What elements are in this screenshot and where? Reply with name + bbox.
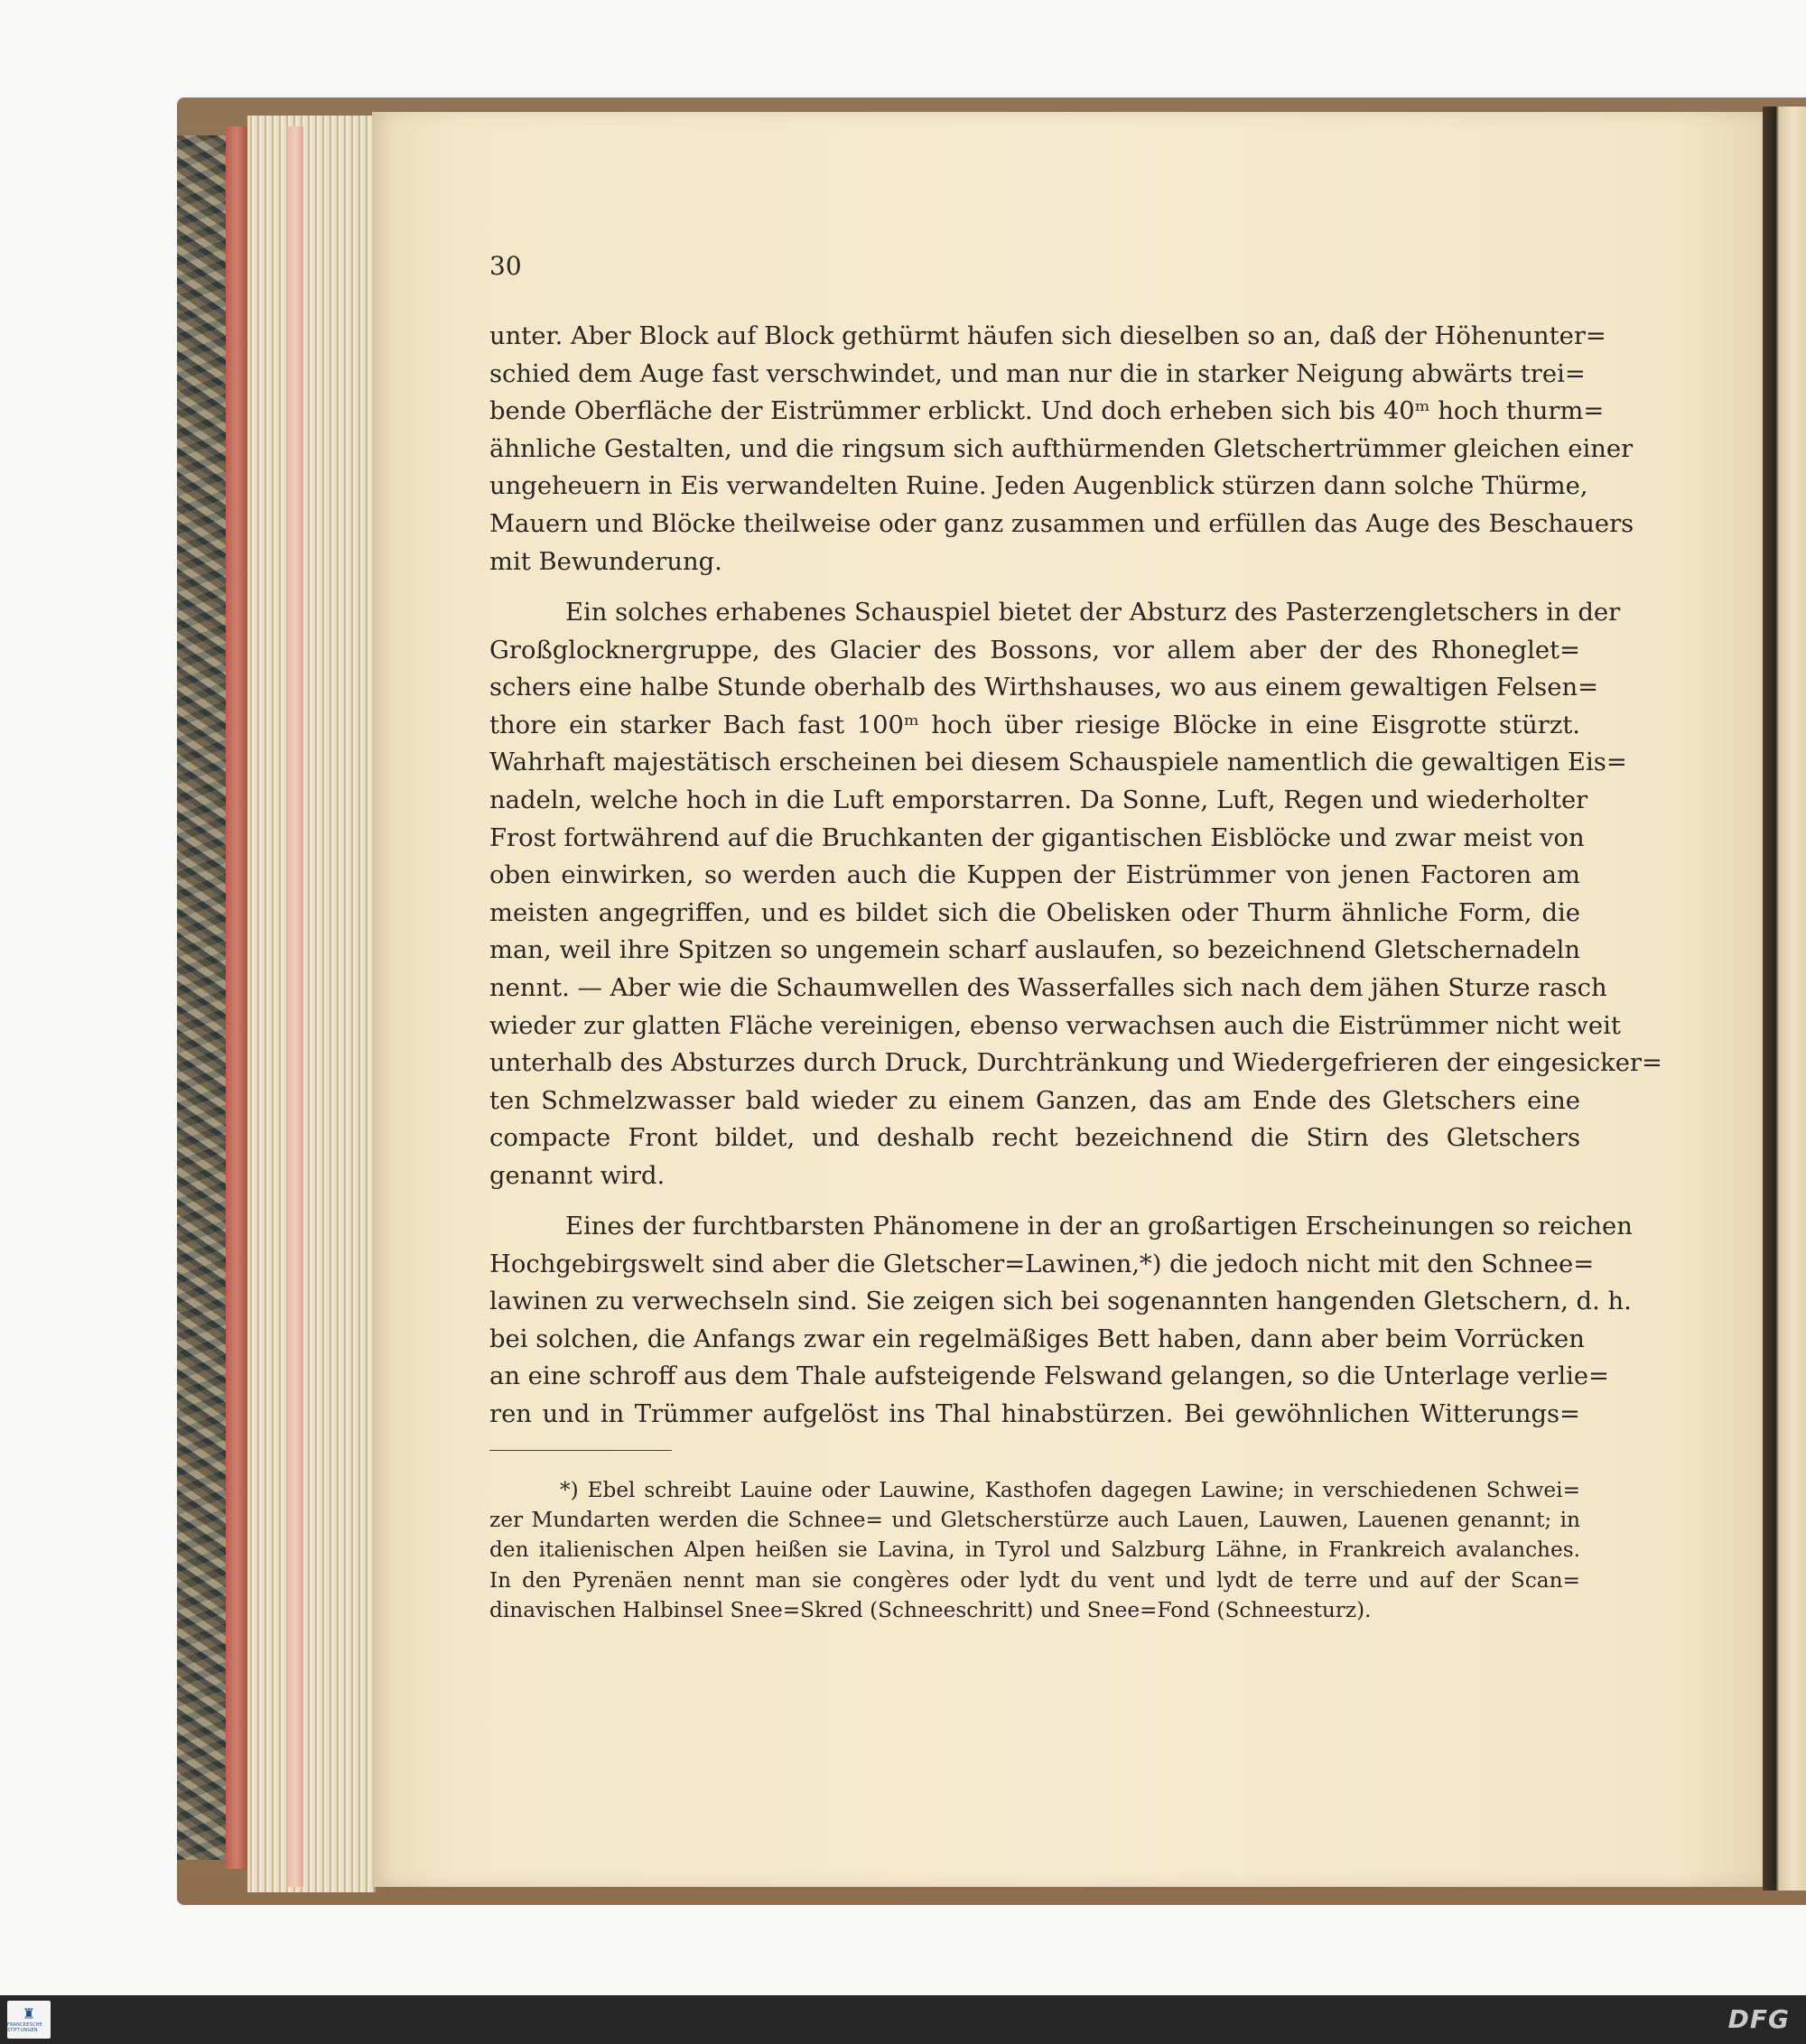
text-line: ren und in Trümmer aufgelöst ins Thal hinabstürzen. Bei gewöhnlichen Witterungs= [489,1399,1580,1428]
text-line: Hochgebirgswelt sind aber die Gletscher=Lawinen,*) die jedoch nicht mit den Schnee= [489,1250,1595,1278]
viewer-footer-bar [0,1995,1806,2044]
text-line: bei solchen, die Anfangs zwar ein regelmäßiges Bett haben, dann aber beim Vorrücken [489,1324,1585,1353]
text-line: Frost fortwährend auf die Bruchkanten der gigantischen Eisblöcke und zwar meist von [489,823,1585,852]
text-line: unterhalb des Absturzes durch Druck, Durchtränkung und Wiedergefrieren der eingesicker= [489,1049,1662,1078]
text-line: man, weil ihre Spitzen so ungemein scharf auslaufen, so bezeichnend Gletschernadeln [489,936,1580,965]
text-line: Mauern und Blöcke theilweise oder ganz zusammen und erfüllen das Auge des Beschauers [489,509,1634,538]
footnote-line: dinavischen Halbinsel Snee=Skred (Schneeschritt) und Snee=Fond (Schneesturz). [489,1597,1372,1622]
footnote [489,1475,1580,1625]
franckesche-stiftungen-logo-icon[interactable] [7,2001,51,2039]
book-gutter [1763,107,1806,1891]
institution-emblem-icon: ♜ [22,2005,36,2022]
page-block-edge [247,116,376,1892]
footnote-line: den italienischen Alpen heißen sie Lavina, in Tyrol und Salzburg Lähne, in Frankreich avalanches. [489,1538,1580,1563]
text-line: an eine schroff aus dem Thale aufsteigende Felswand gelangen, so die Unterlage verlie= [489,1362,1610,1391]
text-line: ten Schmelzwasser bald wieder zu einem Ganzen, das am Ende des Gletschers eine [489,1086,1580,1115]
text-line: lawinen zu verwechseln sind. Sie zeigen sich bei sogenannten hangenden Gletschern, d. h. [489,1287,1632,1316]
text-line: schied dem Auge fast verschwindet, und man nur die in starker Neigung abwärts trei= [489,359,1586,388]
text-line: meisten angegriffen, und es bildet sich die Obelisken oder Thurm ähnliche Form, die [489,898,1580,927]
footnote-divider [489,1450,672,1451]
text-line: Eines der furchtbarsten Phänomene in der an großartigen Erscheinungen so reichen [565,1212,1633,1240]
text-line: thore ein starker Bach fast 100ᵐ hoch über riesige Blöcke in eine Eisgrotte stürzt. [489,711,1580,739]
text-line: wieder zur glatten Fläche vereinigen, ebenso verwachsen auch die Eistrümmer nicht weit [489,1011,1621,1040]
footnote-line: In den Pyrenäen nennt man sie congères oder lydt du vent und lydt de terre und auf der Scan= [489,1567,1580,1593]
footnote-line: zer Mundarten werden die Schnee= und Gletscherstürze auch Lauen, Lauwen, Lauenen genannt; in [489,1508,1580,1533]
text-line: nennt. — Aber wie die Schaumwellen des Wasserfalles sich nach dem jähen Sturze rasch [489,973,1607,1002]
pink-page-edge [287,126,303,1887]
text-line: ungeheuern in Eis verwandelten Ruine. Jeden Augenblick stürzen dann solche Thürme, [489,472,1588,501]
marbled-edge [177,135,233,1860]
text-line: Wahrhaft majestätisch erscheinen bei diesem Schauspiele namentlich die gewaltigen Eis= [489,748,1627,777]
text-line: Großglocknergruppe, des Glacier des Bossons, vor allem aber der des Rhoneglet= [489,636,1580,664]
text-line: nadeln, welche hoch in die Luft emporstarren. Da Sonne, Luft, Regen und wiederholter [489,785,1588,814]
text-line: oben einwirken, so werden auch die Kuppen der Eistrümmer von jenen Factoren am [489,861,1580,890]
text-line: compacte Front bildet, und deshalb recht bezeichnend die Stirn des Gletschers [489,1124,1580,1153]
footnote-line: *) Ebel schreibt Lauine oder Lauwine, Kasthofen dagegen Lawine; in verschiedenen Schwei= [560,1478,1580,1502]
paragraph-3 [489,1208,1633,1434]
page-number: 30 [489,251,522,281]
dfg-logo-icon[interactable]: DFG [1727,2004,1790,2034]
paragraph-2 [489,594,1662,1195]
text-line: schers eine halbe Stunde oberhalb des Wirthshauses, wo aus einem gewaltigen Felsen= [489,674,1599,702]
institution-logo-text: FRANCKESCHE STIFTUNGEN [7,2022,43,2033]
text-line: unter. Aber Block auf Block gethürmt häufen sich dieselben so an, daß der Höhenunter= [489,322,1606,350]
paragraph-1 [489,318,1634,581]
text-line: ähnliche Gestalten, und die ringsum sich aufthürmenden Gletschertrümmer gleichen einer [489,434,1634,463]
red-page-edge [226,126,247,1869]
text-line: mit Bewunderung. [489,547,722,576]
text-line: genannt wird. [489,1161,666,1190]
text-line: bende Oberfläche der Eistrümmer erblickt. Und doch erheben sich bis 40ᵐ hoch thurm= [489,397,1605,426]
text-line: Ein solches erhabenes Schauspiel bietet der Absturz des Pasterzengletschers in der [565,599,1621,627]
